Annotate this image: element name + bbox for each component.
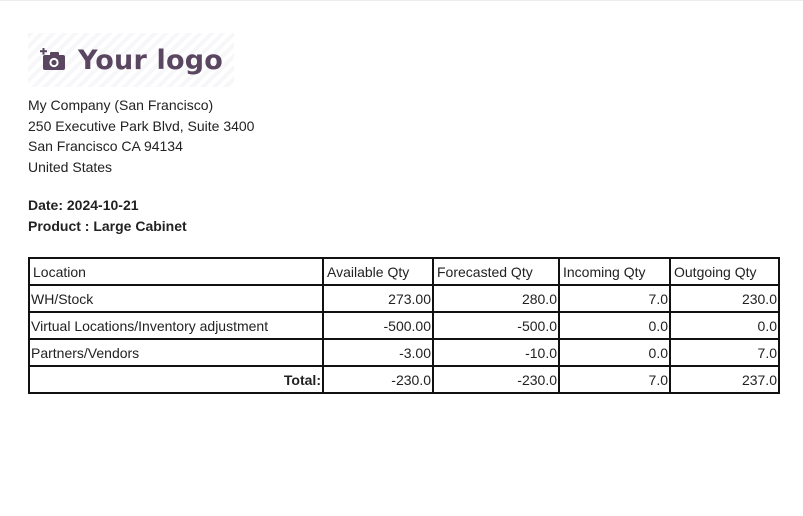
table-row [29,285,779,312]
total-outgoing-qty: 237.0 [670,366,779,393]
camera-plus-icon [40,48,68,72]
report-date: Date: 2024-10-21 [28,197,139,213]
company-logo [28,33,234,87]
table-row [29,312,779,339]
logo-text: Your logo [78,44,224,76]
table-header-row [29,258,779,285]
cell-location: WH/Stock [29,285,323,312]
cell-forecasted-qty: -500.0 [433,312,559,339]
cell-available-qty: -500.00 [323,312,433,339]
total-available-qty: -230.0 [323,366,433,393]
address-line-1: 250 Executive Park Blvd, Suite 3400 [28,117,255,134]
cell-incoming-qty: 0.0 [559,312,670,339]
cell-forecasted-qty: 280.0 [433,285,559,312]
cell-incoming-qty: 7.0 [559,285,670,312]
company-address [28,95,254,178]
cell-outgoing-qty: 230.0 [670,285,779,312]
report-meta [28,195,187,236]
cell-incoming-qty: 0.0 [559,339,670,366]
cell-outgoing-qty: 0.0 [670,312,779,339]
cell-location: Virtual Locations/Inventory adjustment [29,312,323,339]
table-total-row [29,366,779,393]
cell-available-qty: 273.00 [323,285,433,312]
total-forecasted-qty: -230.0 [433,366,559,393]
header-available-qty: Available Qty [323,258,433,285]
stock-table [28,257,780,394]
total-incoming-qty: 7.0 [559,366,670,393]
cell-location: Partners/Vendors [29,339,323,366]
cell-outgoing-qty: 7.0 [670,339,779,366]
header-location: Location [29,258,323,285]
header-incoming-qty: Incoming Qty [559,258,670,285]
cell-available-qty: -3.00 [323,339,433,366]
address-line-2: San Francisco CA 94134 [28,138,183,155]
header-outgoing-qty: Outgoing Qty [670,258,779,285]
total-label: Total: [29,366,323,393]
header-forecasted-qty: Forecasted Qty [433,258,559,285]
table-row [29,339,779,366]
address-country: United States [28,159,113,176]
report-product: Product : Large Cabinet [28,217,187,234]
cell-forecasted-qty: -10.0 [433,339,559,366]
company-name: My Company (San Francisco) [28,97,214,113]
